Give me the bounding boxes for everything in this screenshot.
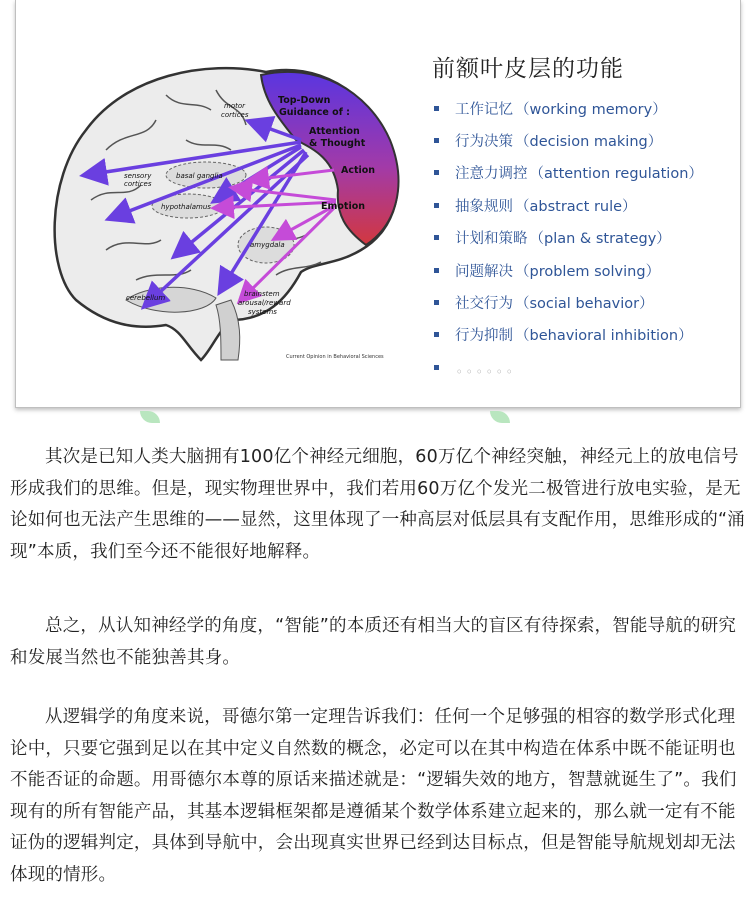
paragraph: 其次是已知人类大脑拥有100亿个神经元细胞，60万亿个神经突触，神经元上的放电信号形成我们的思维。但是，现实物理世界中，我们若用60万亿个发光二极管进行放电实验，是无论如何也无法产生思维的——显然，这里体现了一种高层对低层具有支配作用，思维形成的“涌现”本质，我们至今还不能很好地解释。 (10, 447, 745, 562)
label-brainstem: brainstem (244, 290, 280, 298)
label-action: Action (341, 165, 376, 176)
slide-image (15, 0, 741, 408)
list-item: 工作记忆 （working memory） (432, 92, 703, 124)
slide-title: 前额叶皮层的功能 (432, 56, 624, 82)
bullet-icon (434, 203, 439, 208)
list-item: 行为决策 （decision making） (432, 124, 703, 156)
label-thought: & Thought (309, 138, 366, 149)
list-item: 抽象规则 （abstract rule） (432, 189, 703, 221)
label-sensory: sensory (124, 172, 152, 180)
bullet-icon (434, 170, 439, 175)
bullet-icon (434, 268, 439, 273)
brain-diagram (16, 0, 416, 407)
paragraph: 总之，从认知神经学的角度，“智能”的本质还有相当大的盲区有待探索，智能导航的研究和发展当然也不能独善其身。 (10, 616, 737, 668)
label-motor: motor (224, 102, 246, 110)
leaf-icon (490, 411, 510, 423)
label-guidance: Guidance of : (279, 107, 350, 118)
label-motor-cortices: cortices (221, 111, 249, 119)
label-arousal: arousal/reward (238, 299, 291, 307)
list-item: 注意力调控 （attention regulation） (432, 157, 703, 189)
bullet-icon (434, 300, 439, 305)
list-item (432, 351, 703, 383)
bullet-icon (434, 138, 439, 143)
label-sensory-cortices: cortices (124, 180, 152, 188)
bullet-icon (434, 235, 439, 240)
bullet-icon (434, 365, 439, 370)
list-item: 行为抑制 （behavioral inhibition） (432, 319, 703, 351)
label-attention: Attention (309, 126, 360, 137)
paragraph: 从逻辑学的角度来说，哥德尔第一定理告诉我们：任何一个足够强的相容的数学形式化理论中，只要它强到足以在其中定义自然数的概念，必定可以在其中构造在体系中既不能证明也不能否证的命题。用哥德尔本尊的原话来描述就是：“逻辑失效的地方，智慧就诞生了”。我们现有的所有智能产品，其基本逻辑框架都是遵循某个数学体系建立起来的，那么就一定有不能证伪的逻辑判定，具体到导航中，会出现真实世界已经到达目标点，但是智能导航规划却无法体现的情形。 (10, 707, 737, 885)
label-emotion: Emotion (321, 201, 366, 212)
list-item: 计划和策略 （plan & strategy） (432, 222, 703, 254)
list-item: 问题解决 （problem solving） (432, 254, 703, 286)
label-amygdala: amygdala (250, 241, 285, 249)
label-cerebellum: cerebellum (126, 294, 166, 302)
bullet-icon (434, 332, 439, 337)
label-basal-ganglia: basal ganglia (176, 172, 223, 180)
function-list (432, 92, 703, 384)
ellipsis: 。。。。。。 (457, 360, 524, 375)
bullet-icon (434, 106, 439, 111)
list-item: 社交行为 （social behavior） (432, 286, 703, 318)
leaf-icon (140, 411, 160, 423)
label-systems: systems (248, 308, 277, 316)
label-top-down: Top-Down (278, 95, 331, 106)
label-hypothalamus: hypothalamus (161, 203, 211, 211)
figure-source: Current Opinion in Behavioral Sciences (286, 354, 384, 360)
